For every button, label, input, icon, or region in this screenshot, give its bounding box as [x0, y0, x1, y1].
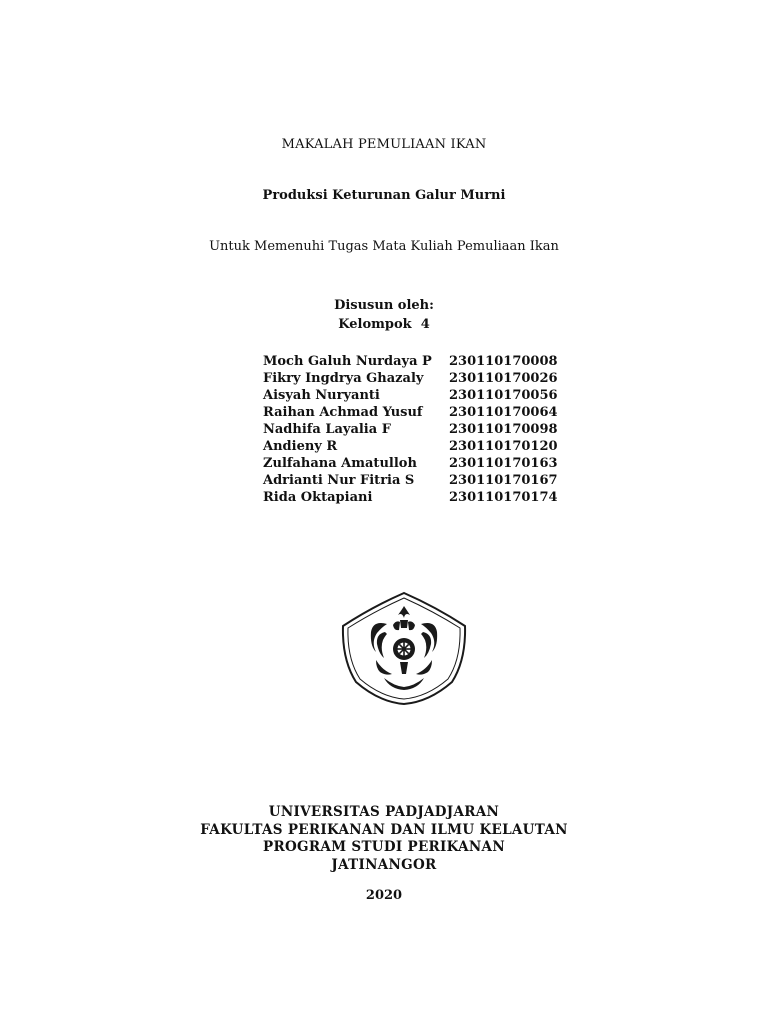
group-label: Kelompok 4: [338, 317, 430, 332]
table-row: [263, 472, 563, 489]
members-table: [263, 353, 563, 506]
member-id: 230110170167: [449, 473, 558, 488]
table-row: [263, 387, 563, 404]
member-id: 230110170026: [449, 371, 558, 386]
university-emblem-icon: [340, 590, 468, 706]
member-name: Aisyah Nuryanti: [263, 388, 380, 403]
table-row: [263, 353, 563, 370]
document-title: MAKALAH PEMULIAAN IKAN: [281, 137, 487, 152]
document-purpose: Untuk Memenuhi Tugas Mata Kuliah Pemuliaan Ikan: [209, 239, 559, 254]
member-name: Zulfahana Amatulloh: [263, 456, 417, 471]
member-name: Andieny R: [263, 439, 338, 454]
member-name: Raihan Achmad Yusuf: [263, 405, 423, 420]
table-row: [263, 370, 563, 387]
member-id: 230110170064: [449, 405, 558, 420]
faculty-name: FAKULTAS PERIKANAN DAN ILMU KELAUTAN: [200, 821, 568, 838]
table-row: [263, 489, 563, 506]
member-id: 230110170056: [449, 388, 558, 403]
program-name: PROGRAM STUDI PERIKANAN: [263, 839, 505, 855]
compiled-by-label: Disusun oleh:: [334, 298, 434, 313]
member-id: 230110170120: [449, 439, 558, 454]
table-row: [263, 438, 563, 455]
university-name: UNIVERSITAS PADJADJARAN: [268, 804, 500, 820]
member-name: Moch Galuh Nurdaya P: [263, 354, 432, 369]
location-name: JATINANGOR: [331, 856, 437, 873]
year: 2020: [365, 888, 403, 903]
member-name: Rida Oktapiani: [263, 490, 373, 505]
member-id: 230110170098: [449, 422, 558, 437]
table-row: [263, 455, 563, 472]
document-subtitle: Produksi Keturunan Galur Murni: [262, 188, 506, 203]
member-id: 230110170008: [449, 354, 558, 369]
member-name: Adrianti Nur Fitria S: [263, 473, 415, 488]
member-id: 230110170163: [449, 456, 558, 471]
table-row: [263, 404, 563, 421]
member-name: Nadhifa Layalia F: [263, 422, 391, 437]
authors-heading: [0, 296, 768, 334]
member-id: 230110170174: [449, 490, 558, 505]
table-row: [263, 421, 563, 438]
member-name: Fikry Ingdrya Ghazaly: [263, 371, 424, 386]
institution-block: [0, 804, 768, 874]
